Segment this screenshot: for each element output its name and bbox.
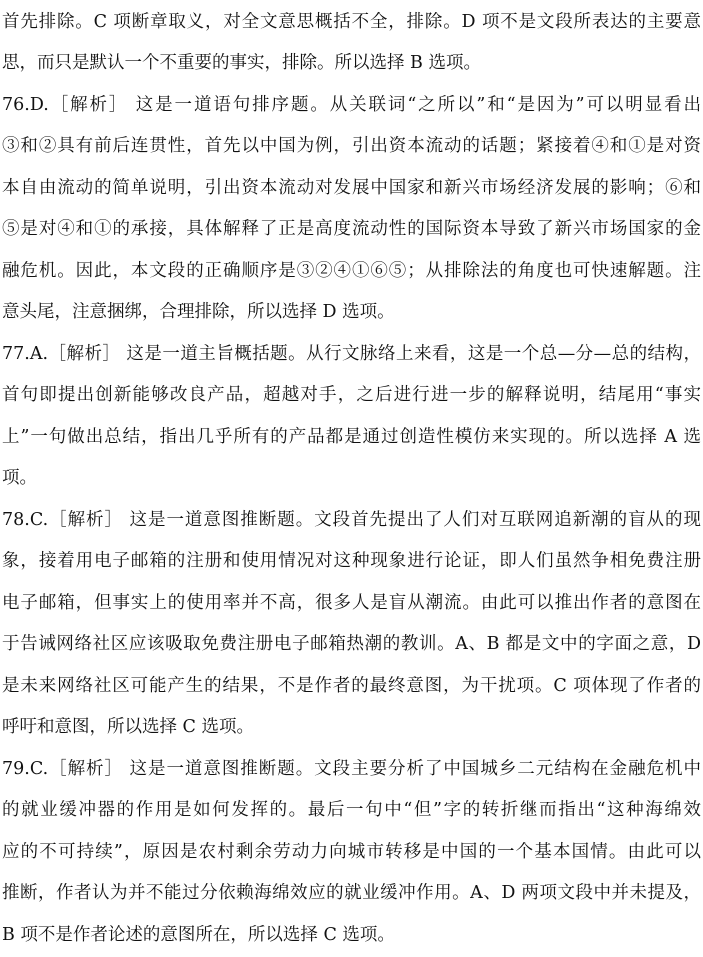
text-line-2: 思，而只是默认一个不重要的事实，排除。所以选择 B 选项。 bbox=[2, 53, 481, 73]
text-line-19: 79.C.［解析］ 这是一道意图推断题。文段主要分析了中国城乡二元结构在金融危机中 bbox=[2, 759, 701, 779]
text-line-1: 首先排除。C 项断章取义，对全文意思概括不全，排除。D 项不是文段所表达的主要意 bbox=[2, 12, 701, 32]
text-line-23: B 项不是作者论述的意图所在，所以选择 C 选项。 bbox=[2, 925, 395, 945]
text-line-8: 意头尾，注意捆绑，合理排除，所以选择 D 选项。 bbox=[2, 302, 395, 322]
text-line-16: 于告诫网络社区应该吸取免费注册电子邮箱热潮的教训。A、B 都是文中的字面之意，D bbox=[2, 634, 701, 654]
text-line-14: 象，接着用电子邮箱的注册和使用情况对这种现象进行论证，即人们虽然争相免费注册 bbox=[2, 551, 701, 571]
text-line-18: 呼吁和意图，所以选择 C 选项。 bbox=[2, 717, 255, 737]
text-line-5: 本自由流动的简单说明，引出资本流动对发展中国家和新兴市场经济发展的影响；⑥和 bbox=[2, 178, 701, 198]
text-line-9: 77.A.［解析］ 这是一道主旨概括题。从行文脉络上来看，这是一个总—分—总的结构， bbox=[2, 344, 701, 364]
text-line-12: 项。 bbox=[2, 468, 37, 488]
text-line-10: 首句即提出创新能够改良产品，超越对手，之后进行进一步的解释说明，结尾用“事实 bbox=[2, 385, 701, 405]
text-line-7: 融危机。因此，本文段的正确顺序是③②④①⑥⑤；从排除法的角度也可快速解题。注 bbox=[2, 261, 701, 281]
text-line-3: 76.D.［解析］ 这是一道语句排序题。从关联词“之所以”和“是因为”可以明显看出 bbox=[2, 95, 701, 115]
text-line-20: 的就业缓冲器的作用是如何发挥的。最后一句中“但”字的转折继而指出“这种海绵效 bbox=[2, 800, 701, 820]
text-line-6: ⑤是对④和①的承接，具体解释了正是高度流动性的国际资本导致了新兴市场国家的金 bbox=[2, 219, 701, 239]
text-line-21: 应的不可持续”，原因是农村剩余劳动力向城市转移是中国的一个基本国情。由此可以 bbox=[2, 842, 701, 862]
text-line-22: 推断，作者认为并不能过分依赖海绵效应的就业缓冲作用。A、D 两项文段中并未提及， bbox=[2, 883, 701, 903]
text-line-4: ③和②具有前后连贯性，首先以中国为例，引出资本流动的话题；紧接着④和①是对资 bbox=[2, 136, 701, 156]
text-line-17: 是未来网络社区可能产生的结果，不是作者的最终意图，为干扰项。C 项体现了作者的 bbox=[2, 676, 701, 696]
text-line-13: 78.C.［解析］ 这是一道意图推断题。文段首先提出了人们对互联网追新潮的盲从的现 bbox=[2, 510, 701, 530]
text-line-11: 上”一句做出总结，指出几乎所有的产品都是通过创造性模仿来实现的。所以选择 A 选 bbox=[2, 427, 701, 447]
text-line-15: 电子邮箱，但事实上的使用率并不高，很多人是盲从潮流。由此可以推出作者的意图在 bbox=[2, 593, 701, 613]
